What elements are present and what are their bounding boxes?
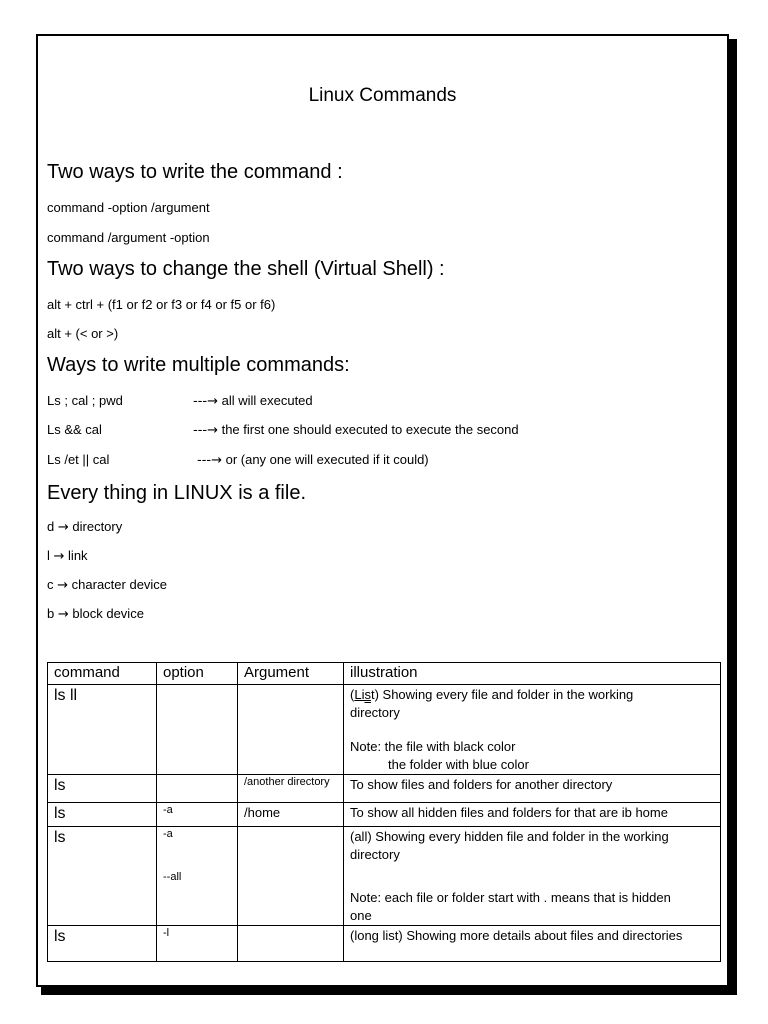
arrow-icon: ---→ [193,423,218,438]
cell-argument [238,926,344,962]
cell-argument: /home [238,803,344,827]
write-command-line-1: command -option /argument [47,200,210,215]
arrow-icon: → [53,549,65,564]
arrow-icon: → [57,520,69,535]
page-title: Linux Commands [308,85,457,106]
file-type-block [47,606,144,622]
illustration-line-2: directory [350,704,400,720]
change-shell-line-2: alt + (< or >) [47,326,119,341]
cell-option [157,775,238,803]
commands-table [47,662,721,962]
table-row [48,926,721,962]
multi-text-2: the first one should executed to execute the second [221,422,519,437]
file-type-text: character device [71,577,168,592]
arrow-icon: → [57,578,69,593]
write-command-line-2: command /argument -option [47,230,210,245]
cell-command: ls [48,775,157,803]
heading-everything-file: Every thing in LINUX is a file. [47,482,306,504]
cell-illustration: (long list) Showing more details about files and directories [344,926,721,962]
file-letter: d [47,519,55,534]
multi-text-3: or (any one will executed if it could) [225,452,429,467]
file-type-text: block device [72,606,144,621]
illustration-line-2: directory [350,846,400,862]
option-long: --all [163,871,182,883]
arrow-icon: ---→ [197,453,222,468]
heading-write-command: Two ways to write the command : [47,161,343,183]
cell-command: ls [48,803,157,827]
option-short: -a [163,828,173,840]
multi-cmd-1: Ls ; cal ; pwd [47,393,123,408]
heading-change-shell: Two ways to change the shell (Virtual Shell) : [47,258,445,280]
file-letter: c [47,577,54,592]
table-row [48,827,721,926]
note-line: Note: each file or folder start with . means that is hidden [350,890,671,905]
illustration-line: (List) Showing every file and folder in the working [350,687,634,702]
note-line: Note: the file with black color [350,739,516,754]
cell-illustration [344,685,721,775]
multi-cmd-3: Ls /et || cal [47,452,110,467]
arrow-icon: ---→ [193,394,218,409]
file-type-character [47,577,167,593]
table-row [48,685,721,775]
cell-option: -a [157,803,238,827]
cell-command: ls [48,827,157,926]
change-shell-line-1: alt + ctrl + (f1 or f2 or f3 or f4 or f5 or f6) [47,297,276,312]
illustration-line: (all) Showing every hidden file and folder in the working [350,829,669,844]
cell-argument [238,685,344,775]
cell-option [157,827,238,926]
cell-option [157,685,238,775]
file-letter: b [47,606,55,621]
cell-illustration: To show all hidden files and folders for that are ib home [344,803,721,827]
multi-desc-3 [197,452,429,468]
note-line-2: one [350,907,372,923]
cell-option: -l [157,926,238,962]
multi-desc-2 [193,422,519,438]
cell-command: ls [48,926,157,962]
cell-illustration [344,827,721,926]
table-row [48,803,721,827]
note-line-2: the folder with blue color [388,756,529,772]
multi-text-1: all will executed [221,393,313,408]
header-option: option [157,663,238,685]
multi-cmd-2: Ls && cal [47,422,102,437]
file-letter: l [47,548,50,563]
file-type-text: link [68,548,88,563]
cell-argument: /another directory [238,775,344,803]
document-page [36,34,729,987]
file-type-link [47,548,88,564]
cell-illustration: To show files and folders for another directory [344,775,721,803]
header-illustration: illustration [344,663,721,685]
header-command: command [48,663,157,685]
file-type-directory [47,519,122,535]
table-row [48,775,721,803]
file-type-text: directory [72,519,123,534]
multi-desc-1 [193,393,313,409]
cell-argument [238,827,344,926]
cell-command: ls ll [48,685,157,775]
heading-multiple-commands: Ways to write multiple commands: [47,354,350,376]
header-argument: Argument [238,663,344,685]
arrow-icon: → [57,607,69,622]
table-header-row [48,663,721,685]
